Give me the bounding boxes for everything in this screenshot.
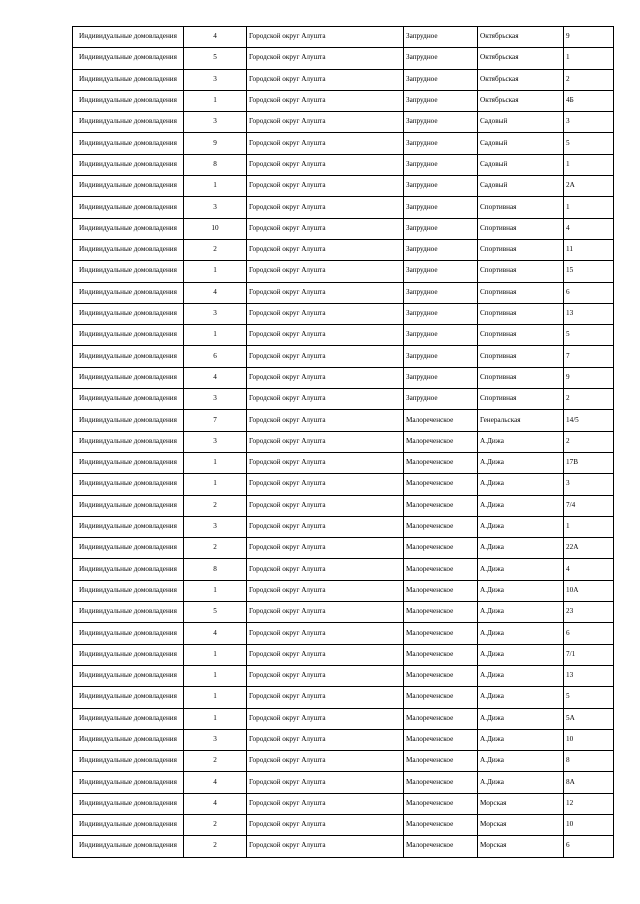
cell-street: А.Дижа bbox=[478, 772, 564, 793]
cell-house-number: 3 bbox=[564, 112, 614, 133]
cell-settlement: Малореченское bbox=[404, 559, 478, 580]
cell-count: 1 bbox=[184, 580, 247, 601]
cell-building-type: Индивидуальные домовладения bbox=[73, 367, 184, 388]
table-row bbox=[73, 154, 614, 175]
cell-house-number: 17В bbox=[564, 452, 614, 473]
table-row bbox=[73, 325, 614, 346]
cell-building-type: Индивидуальные домовладения bbox=[73, 154, 184, 175]
cell-house-number: 9 bbox=[564, 27, 614, 48]
cell-house-number: 4 bbox=[564, 218, 614, 239]
cell-street: Спортивная bbox=[478, 218, 564, 239]
cell-street: Спортивная bbox=[478, 325, 564, 346]
cell-house-number: 7/4 bbox=[564, 495, 614, 516]
cell-district: Городской округ Алушта bbox=[247, 772, 404, 793]
cell-building-type: Индивидуальные домовладения bbox=[73, 389, 184, 410]
cell-district: Городской округ Алушта bbox=[247, 282, 404, 303]
cell-house-number: 5 bbox=[564, 325, 614, 346]
table-row bbox=[73, 367, 614, 388]
cell-count: 1 bbox=[184, 452, 247, 473]
cell-district: Городской округ Алушта bbox=[247, 218, 404, 239]
cell-house-number: 3 bbox=[564, 474, 614, 495]
table-row bbox=[73, 133, 614, 154]
table-row bbox=[73, 793, 614, 814]
table-row bbox=[73, 431, 614, 452]
cell-settlement: Запрудное bbox=[404, 346, 478, 367]
cell-settlement: Малореченское bbox=[404, 708, 478, 729]
cell-building-type: Индивидуальные домовладения bbox=[73, 197, 184, 218]
cell-settlement: Запрудное bbox=[404, 261, 478, 282]
cell-house-number: 8 bbox=[564, 751, 614, 772]
table-row bbox=[73, 814, 614, 835]
cell-count: 2 bbox=[184, 751, 247, 772]
cell-street: Октябрьская bbox=[478, 27, 564, 48]
cell-district: Городской округ Алушта bbox=[247, 623, 404, 644]
table-row bbox=[73, 580, 614, 601]
cell-street: Спортивная bbox=[478, 303, 564, 324]
cell-building-type: Индивидуальные домовладения bbox=[73, 751, 184, 772]
table-row bbox=[73, 112, 614, 133]
cell-house-number: 10А bbox=[564, 580, 614, 601]
cell-building-type: Индивидуальные домовладения bbox=[73, 431, 184, 452]
cell-district: Городской округ Алушта bbox=[247, 665, 404, 686]
cell-house-number: 2А bbox=[564, 176, 614, 197]
table-row bbox=[73, 282, 614, 303]
table-row bbox=[73, 708, 614, 729]
cell-building-type: Индивидуальные домовладения bbox=[73, 516, 184, 537]
cell-building-type: Индивидуальные домовладения bbox=[73, 282, 184, 303]
cell-house-number: 9 bbox=[564, 367, 614, 388]
cell-house-number: 5 bbox=[564, 687, 614, 708]
cell-count: 5 bbox=[184, 48, 247, 69]
cell-street: Морская bbox=[478, 836, 564, 857]
cell-settlement: Запрудное bbox=[404, 112, 478, 133]
cell-district: Городской округ Алушта bbox=[247, 751, 404, 772]
cell-district: Городской округ Алушта bbox=[247, 90, 404, 111]
cell-count: 10 bbox=[184, 218, 247, 239]
cell-house-number: 4Б bbox=[564, 90, 614, 111]
cell-street: Спортивная bbox=[478, 197, 564, 218]
cell-count: 2 bbox=[184, 239, 247, 260]
cell-count: 4 bbox=[184, 623, 247, 644]
cell-street: А.Дижа bbox=[478, 708, 564, 729]
table-row bbox=[73, 303, 614, 324]
cell-settlement: Малореченское bbox=[404, 495, 478, 516]
table-row bbox=[73, 90, 614, 111]
cell-count: 9 bbox=[184, 133, 247, 154]
cell-district: Городской округ Алушта bbox=[247, 474, 404, 495]
cell-street: Октябрьская bbox=[478, 48, 564, 69]
cell-count: 3 bbox=[184, 389, 247, 410]
cell-count: 1 bbox=[184, 325, 247, 346]
cell-district: Городской округ Алушта bbox=[247, 346, 404, 367]
cell-street: А.Дижа bbox=[478, 538, 564, 559]
cell-house-number: 1 bbox=[564, 197, 614, 218]
table-row bbox=[73, 48, 614, 69]
cell-count: 8 bbox=[184, 154, 247, 175]
cell-building-type: Индивидуальные домовладения bbox=[73, 325, 184, 346]
cell-building-type: Индивидуальные домовладения bbox=[73, 452, 184, 473]
cell-street: А.Дижа bbox=[478, 559, 564, 580]
cell-count: 2 bbox=[184, 538, 247, 559]
cell-building-type: Индивидуальные домовладения bbox=[73, 559, 184, 580]
cell-house-number: 7 bbox=[564, 346, 614, 367]
cell-street: Октябрьская bbox=[478, 90, 564, 111]
table-row bbox=[73, 836, 614, 857]
cell-house-number: 7/1 bbox=[564, 644, 614, 665]
cell-street: А.Дижа bbox=[478, 623, 564, 644]
cell-building-type: Индивидуальные домовладения bbox=[73, 644, 184, 665]
cell-settlement: Запрудное bbox=[404, 176, 478, 197]
cell-street: Спортивная bbox=[478, 389, 564, 410]
cell-settlement: Запрудное bbox=[404, 197, 478, 218]
cell-street: Спортивная bbox=[478, 261, 564, 282]
cell-house-number: 14/5 bbox=[564, 410, 614, 431]
cell-house-number: 6 bbox=[564, 836, 614, 857]
cell-district: Городской округ Алушта bbox=[247, 431, 404, 452]
cell-house-number: 1 bbox=[564, 516, 614, 537]
table-row bbox=[73, 729, 614, 750]
cell-building-type: Индивидуальные домовладения bbox=[73, 602, 184, 623]
cell-count: 6 bbox=[184, 346, 247, 367]
table-row bbox=[73, 452, 614, 473]
cell-building-type: Индивидуальные домовладения bbox=[73, 495, 184, 516]
cell-street: Садовый bbox=[478, 154, 564, 175]
cell-settlement: Малореченское bbox=[404, 729, 478, 750]
cell-district: Городской округ Алушта bbox=[247, 538, 404, 559]
cell-count: 2 bbox=[184, 495, 247, 516]
cell-building-type: Индивидуальные домовладения bbox=[73, 346, 184, 367]
cell-house-number: 13 bbox=[564, 303, 614, 324]
cell-street: Садовый bbox=[478, 176, 564, 197]
cell-district: Городской округ Алушта bbox=[247, 708, 404, 729]
cell-count: 1 bbox=[184, 261, 247, 282]
cell-street: А.Дижа bbox=[478, 729, 564, 750]
cell-district: Городской округ Алушта bbox=[247, 644, 404, 665]
cell-district: Городской округ Алушта bbox=[247, 239, 404, 260]
cell-building-type: Индивидуальные домовладения bbox=[73, 814, 184, 835]
cell-settlement: Малореченское bbox=[404, 665, 478, 686]
table-row bbox=[73, 687, 614, 708]
cell-building-type: Индивидуальные домовладения bbox=[73, 623, 184, 644]
cell-house-number: 5 bbox=[564, 133, 614, 154]
table-row bbox=[73, 346, 614, 367]
cell-street: А.Дижа bbox=[478, 644, 564, 665]
cell-street: А.Дижа bbox=[478, 602, 564, 623]
cell-house-number: 12 bbox=[564, 793, 614, 814]
table-row bbox=[73, 751, 614, 772]
cell-settlement: Малореченское bbox=[404, 474, 478, 495]
cell-building-type: Индивидуальные домовладения bbox=[73, 687, 184, 708]
table-row bbox=[73, 495, 614, 516]
cell-district: Городской округ Алушта bbox=[247, 516, 404, 537]
cell-street: А.Дижа bbox=[478, 580, 564, 601]
cell-street: Октябрьская bbox=[478, 69, 564, 90]
cell-street: Садовый bbox=[478, 133, 564, 154]
cell-district: Городской округ Алушта bbox=[247, 197, 404, 218]
cell-settlement: Малореченское bbox=[404, 814, 478, 835]
cell-building-type: Индивидуальные домовладения bbox=[73, 69, 184, 90]
cell-street: А.Дижа bbox=[478, 431, 564, 452]
cell-count: 2 bbox=[184, 814, 247, 835]
cell-street: Морская bbox=[478, 793, 564, 814]
cell-building-type: Индивидуальные домовладения bbox=[73, 474, 184, 495]
cell-settlement: Малореченское bbox=[404, 644, 478, 665]
cell-count: 4 bbox=[184, 772, 247, 793]
table-row bbox=[73, 69, 614, 90]
cell-district: Городской округ Алушта bbox=[247, 389, 404, 410]
table-row bbox=[73, 410, 614, 431]
cell-street: Спортивная bbox=[478, 239, 564, 260]
cell-district: Городской округ Алушта bbox=[247, 814, 404, 835]
cell-count: 4 bbox=[184, 367, 247, 388]
cell-building-type: Индивидуальные домовладения bbox=[73, 133, 184, 154]
cell-count: 5 bbox=[184, 602, 247, 623]
cell-count: 4 bbox=[184, 282, 247, 303]
cell-district: Городской округ Алушта bbox=[247, 325, 404, 346]
cell-settlement: Малореченское bbox=[404, 623, 478, 644]
cell-settlement: Малореченское bbox=[404, 538, 478, 559]
cell-house-number: 15 bbox=[564, 261, 614, 282]
cell-settlement: Малореченское bbox=[404, 516, 478, 537]
cell-street: А.Дижа bbox=[478, 665, 564, 686]
cell-house-number: 10 bbox=[564, 729, 614, 750]
cell-settlement: Малореченское bbox=[404, 602, 478, 623]
table-row bbox=[73, 218, 614, 239]
cell-building-type: Индивидуальные домовладения bbox=[73, 239, 184, 260]
cell-district: Городской округ Алушта bbox=[247, 729, 404, 750]
cell-count: 8 bbox=[184, 559, 247, 580]
table-row bbox=[73, 772, 614, 793]
cell-district: Городской округ Алушта bbox=[247, 580, 404, 601]
cell-house-number: 1 bbox=[564, 48, 614, 69]
cell-settlement: Запрудное bbox=[404, 27, 478, 48]
cell-district: Городской округ Алушта bbox=[247, 495, 404, 516]
cell-building-type: Индивидуальные домовладения bbox=[73, 729, 184, 750]
table-row bbox=[73, 538, 614, 559]
cell-building-type: Индивидуальные домовладения bbox=[73, 176, 184, 197]
cell-house-number: 4 bbox=[564, 559, 614, 580]
table-row bbox=[73, 602, 614, 623]
cell-district: Городской округ Алушта bbox=[247, 367, 404, 388]
cell-building-type: Индивидуальные домовладения bbox=[73, 772, 184, 793]
table-row bbox=[73, 239, 614, 260]
cell-building-type: Индивидуальные домовладения bbox=[73, 90, 184, 111]
cell-building-type: Индивидуальные домовладения bbox=[73, 261, 184, 282]
cell-count: 1 bbox=[184, 474, 247, 495]
cell-building-type: Индивидуальные домовладения bbox=[73, 27, 184, 48]
cell-settlement: Малореченское bbox=[404, 580, 478, 601]
cell-settlement: Запрудное bbox=[404, 367, 478, 388]
cell-count: 3 bbox=[184, 303, 247, 324]
cell-house-number: 23 bbox=[564, 602, 614, 623]
cell-house-number: 10 bbox=[564, 814, 614, 835]
cell-settlement: Запрудное bbox=[404, 133, 478, 154]
cell-count: 7 bbox=[184, 410, 247, 431]
cell-settlement: Запрудное bbox=[404, 69, 478, 90]
cell-district: Городской округ Алушта bbox=[247, 112, 404, 133]
cell-house-number: 2 bbox=[564, 389, 614, 410]
table-row bbox=[73, 176, 614, 197]
cell-settlement: Запрудное bbox=[404, 154, 478, 175]
cell-district: Городской округ Алушта bbox=[247, 69, 404, 90]
cell-house-number: 13 bbox=[564, 665, 614, 686]
cell-street: Садовый bbox=[478, 112, 564, 133]
cell-house-number: 2 bbox=[564, 69, 614, 90]
cell-settlement: Малореченское bbox=[404, 687, 478, 708]
cell-district: Городской округ Алушта bbox=[247, 48, 404, 69]
cell-settlement: Запрудное bbox=[404, 303, 478, 324]
cell-district: Городской округ Алушта bbox=[247, 261, 404, 282]
cell-district: Городской округ Алушта bbox=[247, 176, 404, 197]
cell-building-type: Индивидуальные домовладения bbox=[73, 303, 184, 324]
cell-settlement: Малореченское bbox=[404, 431, 478, 452]
cell-district: Городской округ Алушта bbox=[247, 687, 404, 708]
cell-count: 1 bbox=[184, 665, 247, 686]
cell-house-number: 6 bbox=[564, 623, 614, 644]
cell-settlement: Малореченское bbox=[404, 410, 478, 431]
cell-building-type: Индивидуальные домовладения bbox=[73, 580, 184, 601]
cell-building-type: Индивидуальные домовладения bbox=[73, 836, 184, 857]
cell-settlement: Малореченское bbox=[404, 836, 478, 857]
cell-building-type: Индивидуальные домовладения bbox=[73, 48, 184, 69]
cell-house-number: 1 bbox=[564, 154, 614, 175]
cell-street: Спортивная bbox=[478, 367, 564, 388]
cell-district: Городской округ Алушта bbox=[247, 559, 404, 580]
cell-building-type: Индивидуальные домовладения bbox=[73, 708, 184, 729]
cell-count: 1 bbox=[184, 708, 247, 729]
cell-street: Морская bbox=[478, 814, 564, 835]
cell-settlement: Запрудное bbox=[404, 282, 478, 303]
cell-street: А.Дижа bbox=[478, 751, 564, 772]
cell-district: Городской округ Алушта bbox=[247, 410, 404, 431]
cell-building-type: Индивидуальные домовладения bbox=[73, 218, 184, 239]
table-row bbox=[73, 197, 614, 218]
cell-settlement: Запрудное bbox=[404, 325, 478, 346]
cell-street: А.Дижа bbox=[478, 687, 564, 708]
table-row bbox=[73, 389, 614, 410]
table-row bbox=[73, 644, 614, 665]
cell-street: А.Дижа bbox=[478, 452, 564, 473]
cell-street: А.Дижа bbox=[478, 474, 564, 495]
cell-building-type: Индивидуальные домовладения bbox=[73, 665, 184, 686]
cell-district: Городской округ Алушта bbox=[247, 452, 404, 473]
cell-district: Городской округ Алушта bbox=[247, 836, 404, 857]
table-row bbox=[73, 559, 614, 580]
cell-building-type: Индивидуальные домовладения bbox=[73, 112, 184, 133]
cell-street: А.Дижа bbox=[478, 495, 564, 516]
cell-district: Городской округ Алушта bbox=[247, 303, 404, 324]
table-row bbox=[73, 665, 614, 686]
cell-settlement: Малореченское bbox=[404, 751, 478, 772]
cell-count: 1 bbox=[184, 90, 247, 111]
cell-street: Спортивная bbox=[478, 282, 564, 303]
records-table bbox=[72, 26, 614, 858]
table-row bbox=[73, 474, 614, 495]
cell-count: 1 bbox=[184, 644, 247, 665]
cell-building-type: Индивидуальные домовладения bbox=[73, 793, 184, 814]
cell-count: 3 bbox=[184, 729, 247, 750]
cell-settlement: Запрудное bbox=[404, 389, 478, 410]
cell-settlement: Запрудное bbox=[404, 239, 478, 260]
cell-count: 3 bbox=[184, 112, 247, 133]
cell-district: Городской округ Алушта bbox=[247, 27, 404, 48]
cell-settlement: Малореченское bbox=[404, 772, 478, 793]
cell-house-number: 6 bbox=[564, 282, 614, 303]
cell-street: Генеральская bbox=[478, 410, 564, 431]
cell-count: 3 bbox=[184, 431, 247, 452]
cell-district: Городской округ Алушта bbox=[247, 602, 404, 623]
cell-house-number: 5А bbox=[564, 708, 614, 729]
cell-count: 4 bbox=[184, 27, 247, 48]
cell-settlement: Малореченское bbox=[404, 793, 478, 814]
cell-house-number: 2 bbox=[564, 431, 614, 452]
cell-house-number: 22А bbox=[564, 538, 614, 559]
cell-count: 1 bbox=[184, 176, 247, 197]
cell-street: Спортивная bbox=[478, 346, 564, 367]
cell-count: 3 bbox=[184, 197, 247, 218]
cell-street: А.Дижа bbox=[478, 516, 564, 537]
records-table-body bbox=[73, 27, 614, 858]
cell-count: 2 bbox=[184, 836, 247, 857]
cell-count: 1 bbox=[184, 687, 247, 708]
table-row bbox=[73, 27, 614, 48]
table-row bbox=[73, 261, 614, 282]
cell-house-number: 8А bbox=[564, 772, 614, 793]
cell-district: Городской округ Алушта bbox=[247, 133, 404, 154]
cell-settlement: Малореченское bbox=[404, 452, 478, 473]
cell-house-number: 11 bbox=[564, 239, 614, 260]
cell-count: 3 bbox=[184, 516, 247, 537]
cell-settlement: Запрудное bbox=[404, 218, 478, 239]
cell-district: Городской округ Алушта bbox=[247, 793, 404, 814]
cell-count: 3 bbox=[184, 69, 247, 90]
cell-building-type: Индивидуальные домовладения bbox=[73, 538, 184, 559]
cell-count: 4 bbox=[184, 793, 247, 814]
cell-settlement: Запрудное bbox=[404, 48, 478, 69]
table-row bbox=[73, 623, 614, 644]
cell-settlement: Запрудное bbox=[404, 90, 478, 111]
table-row bbox=[73, 516, 614, 537]
cell-district: Городской округ Алушта bbox=[247, 154, 404, 175]
cell-building-type: Индивидуальные домовладения bbox=[73, 410, 184, 431]
